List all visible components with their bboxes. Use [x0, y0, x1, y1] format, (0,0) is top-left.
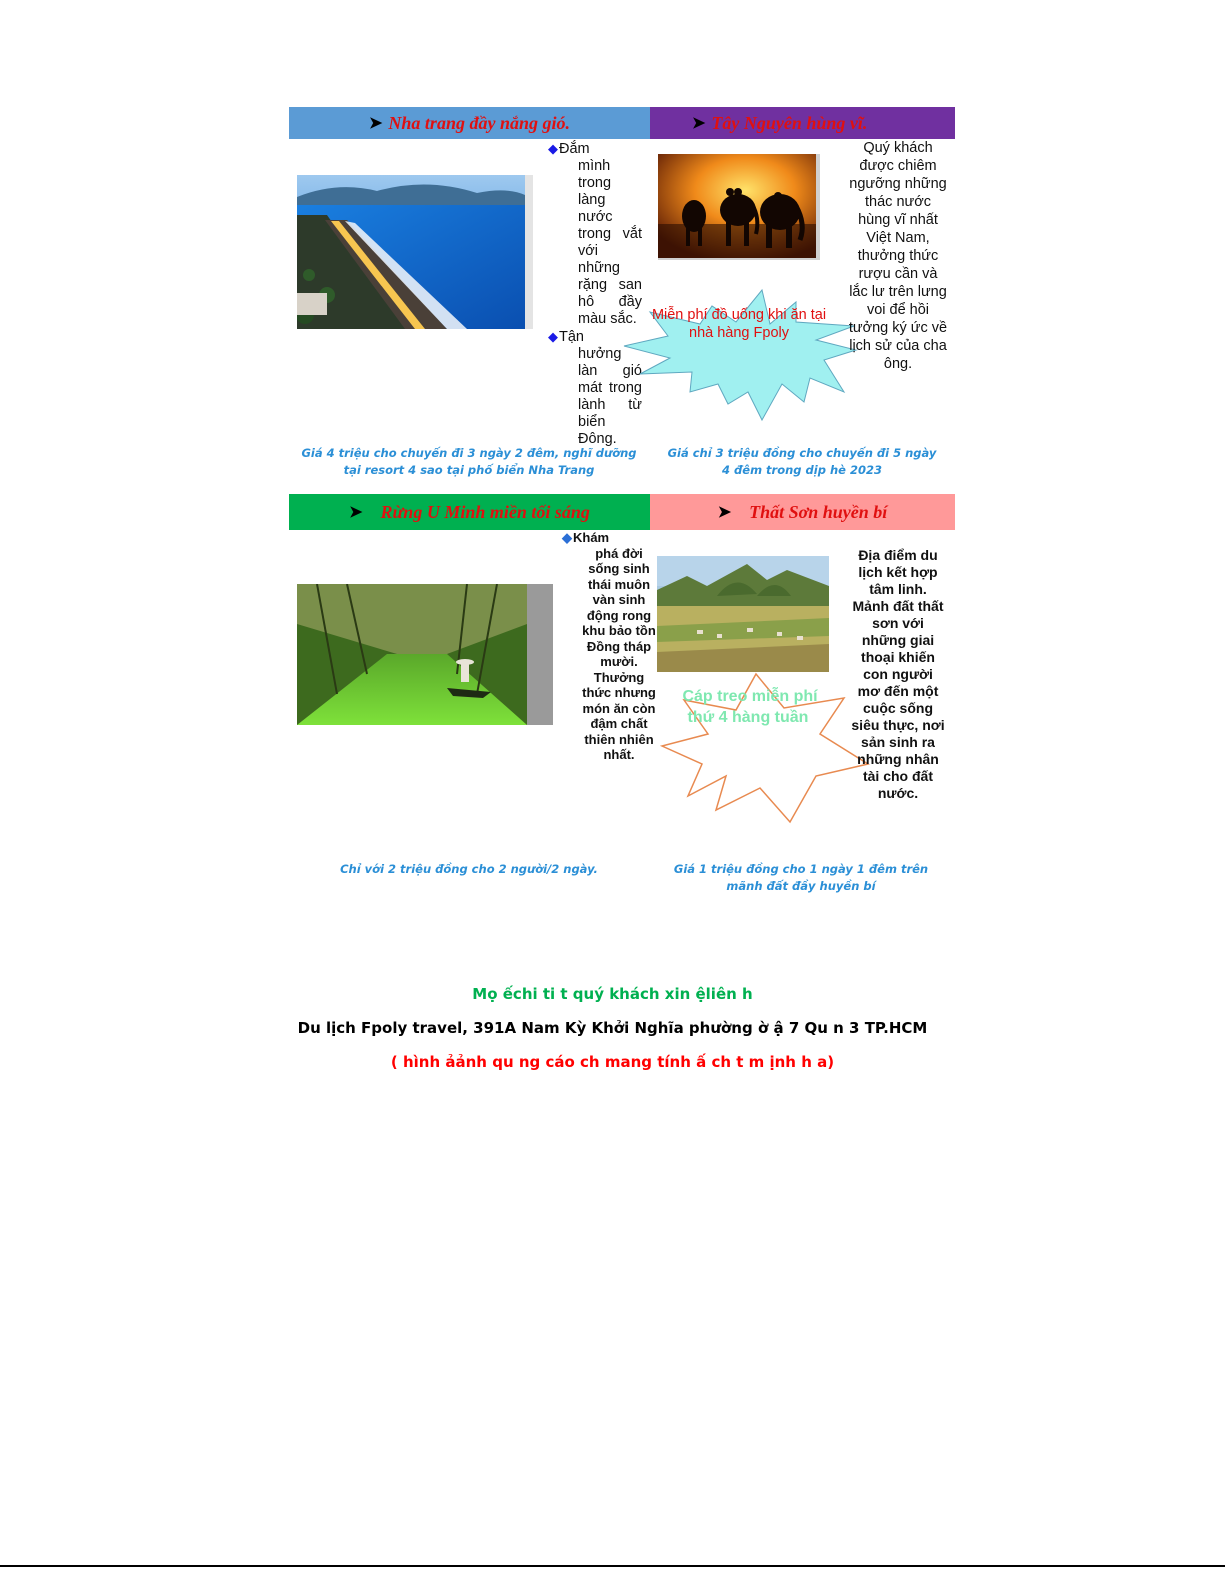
elephant-sunset-image	[658, 154, 820, 260]
beach-city-night-photo	[297, 175, 533, 329]
arrow-bullet-icon: ➤	[369, 115, 383, 132]
starburst-text: nhà hàng Fpoly	[689, 325, 789, 341]
section-header-that-son	[650, 494, 955, 530]
arrow-bullet-icon: ➤	[349, 504, 363, 521]
bullet-lead: Khám	[573, 530, 610, 545]
bullet-body: phá đời sống sinh thái muôn vàn sinh động rong khu bảo tồn Đồng tháp mười. Thưởng thức nhưng món ăn còn đậm chất thiên nhiên nhất.	[582, 545, 656, 762]
section-header-nha-trang	[289, 107, 650, 139]
bullet-body: mình trong làng nước trong vắt với những rặng san hô đầy màu sắc.	[578, 158, 642, 327]
u-minh-bullet-list	[562, 530, 658, 763]
bullet-lead: Tận	[559, 329, 584, 345]
mangrove-boat-image	[297, 584, 553, 725]
price-caption: Giá chỉ 3 triệu đồng cho chuyến đi 5 ngày 4 đêm trong dịp hè 2023	[667, 446, 937, 477]
diamond-bullet-icon: ◆	[548, 141, 558, 156]
starburst-text: Cáp treo miễn phí	[682, 688, 818, 705]
disclaimer-note: ( hình ảảnh qu ng cáo ch mang tính ấ ch t m ịnh h a)	[390, 1053, 835, 1071]
price-caption: Chỉ với 2 triệu đồng cho 2 người/2 ngày.	[340, 862, 598, 876]
mountain-valley-photo	[657, 556, 829, 672]
beach-city-image	[297, 175, 533, 329]
section-title: Nha trang đầy nắng gió.	[388, 112, 570, 133]
starburst-promo-drinks	[620, 288, 872, 436]
price-caption: Giá 1 triệu đồng cho 1 ngày 1 đêm trên mãnh đất đầy huyền bí	[673, 862, 929, 893]
diamond-bullet-icon: ◆	[562, 530, 572, 545]
section-header-u-minh	[289, 494, 650, 530]
arrow-bullet-icon: ➤	[717, 504, 732, 521]
bullet-lead: Đắm	[559, 141, 590, 157]
contact-heading: Mọ ếchi ti t quý khách xin ệliên h	[472, 985, 753, 1003]
diamond-bullet-icon: ◆	[548, 329, 558, 344]
that-son-description: Địa điểm du lịch kết hợp tâm linh. Mảnh đất thất sơn với những giai thoại khiến con người mơ đến một cuộc sống siêu thực, nơi sản sinh ra những nhân tài cho đất nước.	[851, 547, 945, 801]
contact-address: Du lịch Fpoly travel, 391A Nam Kỳ Khởi Nghĩa phường ờ ậ 7 Qu n 3 TP.HCM	[297, 1019, 928, 1037]
section-header-tay-nguyen	[650, 107, 955, 139]
tay-nguyen-description: Quý khách được chiêm ngưỡng những thác nước hùng vĩ nhất Việt Nam, thưởng thức rượu cần và lắc lư trên lưng voi để hồi tưởng ký ức về lịch sử của cha ông.	[848, 140, 948, 372]
starburst-text: thứ 4 hàng tuần	[687, 709, 809, 726]
starburst-text: Miễn phí đồ uống khi ăn tại	[651, 307, 827, 323]
section-title: Rừng U Minh miền tối sáng	[380, 501, 590, 522]
section-title: Thất Sơn huyền bí	[749, 501, 888, 522]
mangrove-boat-photo	[297, 584, 553, 725]
list-item	[562, 530, 658, 763]
page-bottom-rule	[0, 1565, 1225, 1567]
bullet-body: hưởng làn gió mát trong lành từ biển Đông.	[578, 346, 642, 447]
arrow-bullet-icon: ➤	[692, 115, 706, 132]
starburst-promo-cable-car	[660, 672, 870, 828]
price-caption: Giá 4 triệu cho chuyến đi 3 ngày 2 đêm, nghĩ dưỡng tại resort 4 sao tại phố biển Nha Trang	[301, 446, 637, 477]
mountain-valley-image	[657, 556, 829, 672]
section-title: Tây Nguyên hùng vĩ.	[711, 112, 868, 133]
elephant-sunset-photo	[658, 154, 820, 260]
